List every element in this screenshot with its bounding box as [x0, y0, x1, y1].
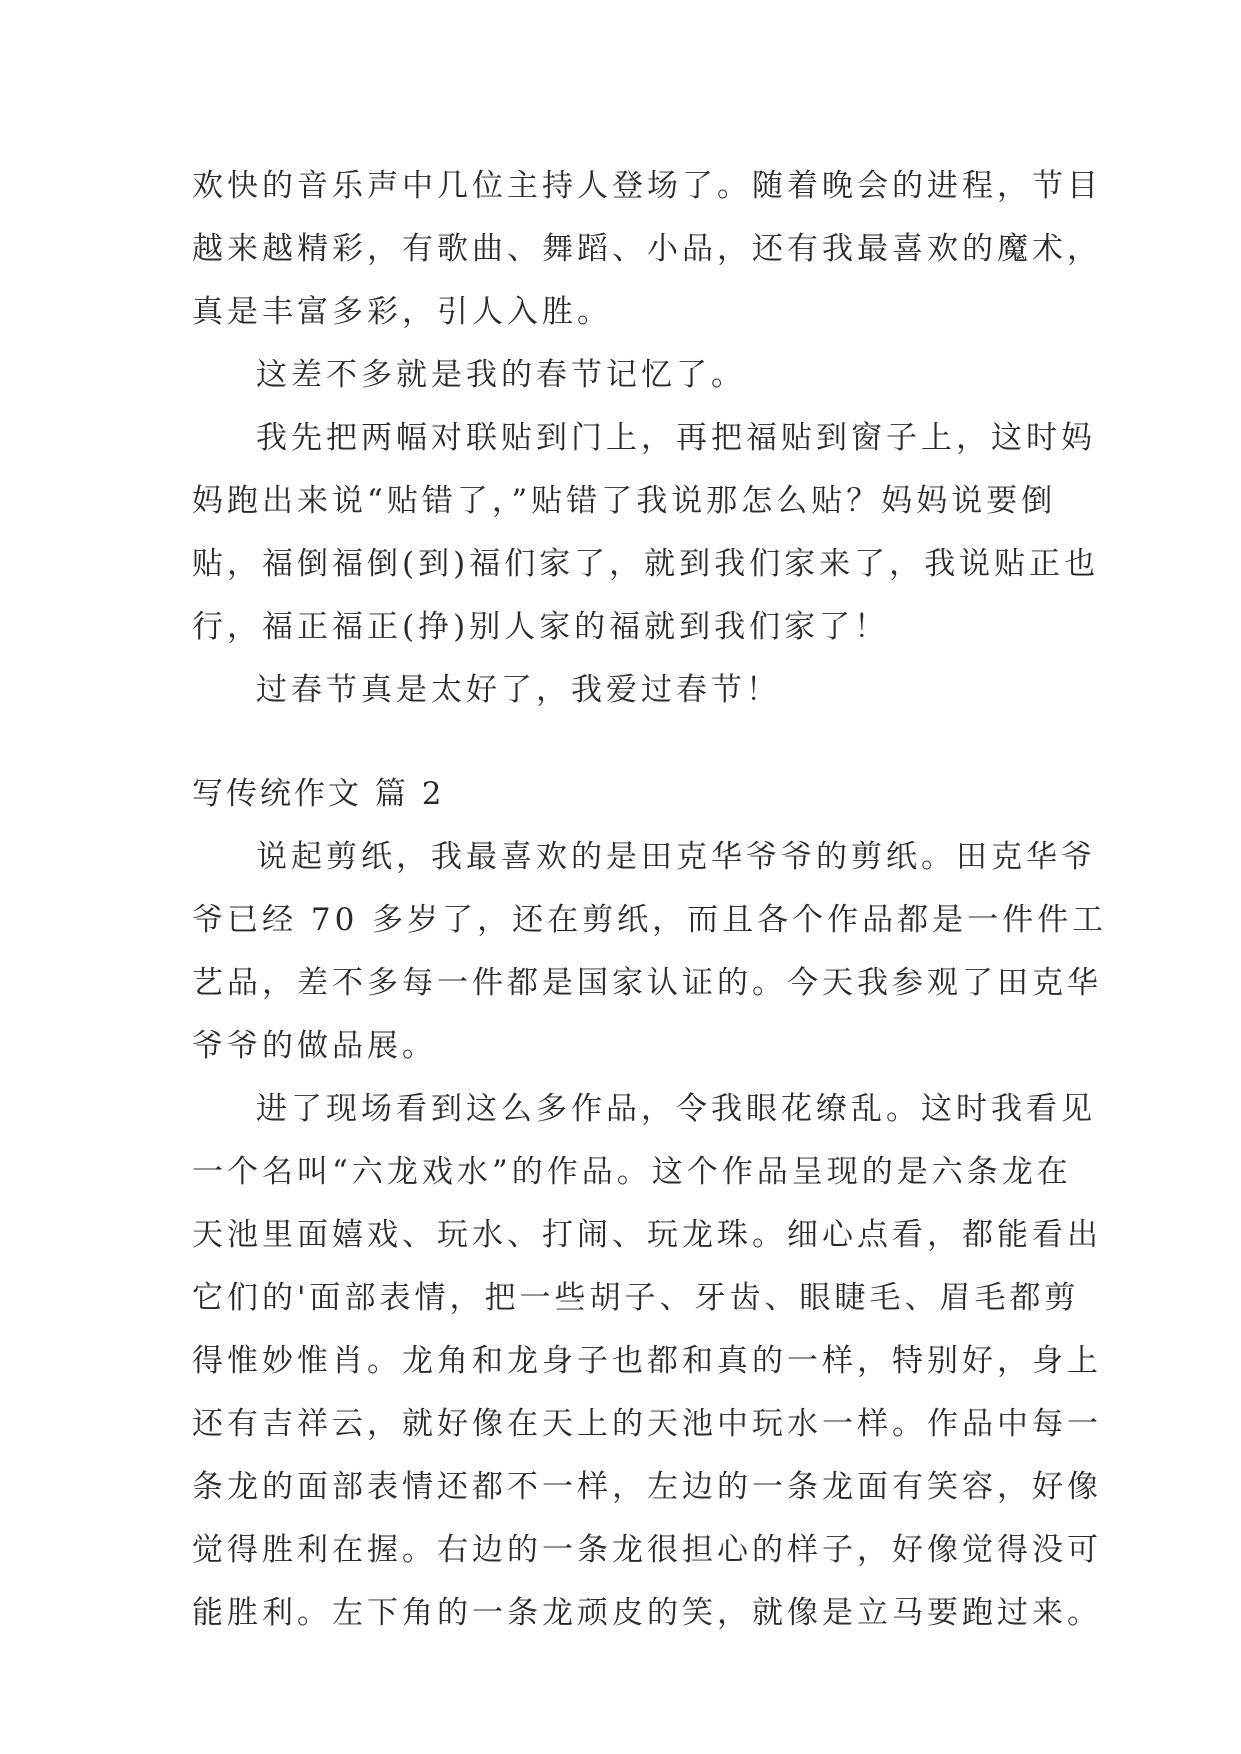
paragraph-line: 过春节真是太好了，我爱过春节！ [256, 672, 781, 708]
paragraph-line: 进了现场看到这么多作品，令我眼花缭乱。这时我看见 [256, 1091, 1096, 1127]
paragraph-line: 说起剪纸，我最喜欢的是田克华爷爷的剪纸。田克华爷 [256, 839, 1096, 875]
text-line: 条龙的面部表情还都不一样，左边的一条龙面有笑容，好像 [192, 1469, 1102, 1505]
text-line: 爷爷的做品展。 [192, 1028, 437, 1064]
text-line: 真是丰富多彩，引人入胜。 [192, 294, 612, 330]
section-heading: 写传统作文 篇 2 [192, 776, 445, 812]
text-line: 能胜利。左下角的一条龙顽皮的笑，就像是立马要跑过来。 [192, 1595, 1102, 1631]
text-line: 欢快的音乐声中几位主持人登场了。随着晚会的进程，节目 [192, 168, 1102, 204]
text-line: 还有吉祥云，就好像在天上的天池中玩水一样。作品中每一 [192, 1406, 1102, 1442]
text-line: 天池里面嬉戏、玩水、打闹、玩龙珠。细心点看，都能看出 [192, 1217, 1102, 1253]
text-line: 觉得胜利在握。右边的一条龙很担心的样子，好像觉得没可 [192, 1532, 1102, 1568]
text-line: 贴，福倒福倒(到)福们家了，就到我们家来了，我说贴正也 [192, 546, 1100, 582]
text-line: 行，福正福正(挣)别人家的福就到我们家了！ [192, 609, 890, 645]
text-line: 一个名叫“六龙戏水”的作品。这个作品呈现的是六条龙在 [192, 1154, 1072, 1190]
paragraph-line: 这差不多就是我的春节记忆了。 [256, 357, 746, 393]
text-line: 得惟妙惟肖。龙角和龙身子也都和真的一样，特别好，身上 [192, 1343, 1102, 1379]
text-line: 它们的'面部表情，把一些胡子、牙齿、眼睫毛、眉毛都剪 [192, 1280, 1080, 1316]
text-line: 越来越精彩，有歌曲、舞蹈、小品，还有我最喜欢的魔术， [192, 231, 1102, 267]
paragraph-line: 我先把两幅对联贴到门上，再把福贴到窗子上，这时妈 [256, 420, 1096, 456]
text-line: 艺品，差不多每一件都是国家认证的。今天我参观了田克华 [192, 965, 1102, 1001]
text-line: 爷已经 70 多岁了，还在剪纸，而且各个作品都是一件件工 [192, 902, 1108, 938]
text-line: 妈跑出来说“贴错了，”贴错了我说那怎么贴？妈妈说要倒 [192, 483, 1057, 519]
